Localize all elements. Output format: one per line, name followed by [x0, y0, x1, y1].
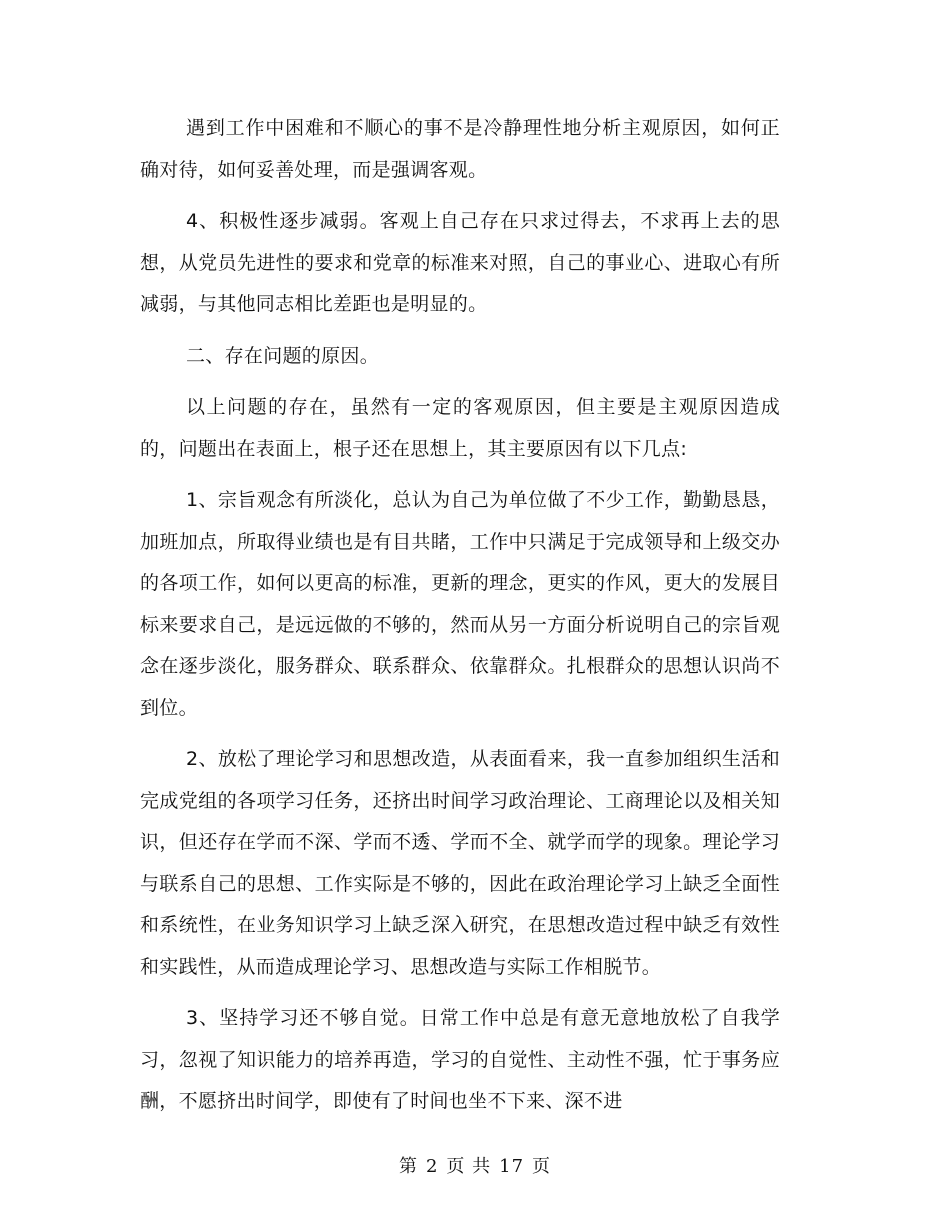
section-heading: 二、存在问题的原因。 [186, 344, 380, 367]
footer-page-number: 2 [425, 1156, 439, 1177]
paragraph: 遇到工作中困难和不顺心的事不是冷静理性地分析主观原因，如何正确对待，如何妥善处理，而是强调客观。 [140, 117, 780, 181]
paragraph: 4、积极性逐步减弱。客观上自己存在只求过得去，不求再上去的思想，从党员先进性的要求和党章的标准来对照，自己的事业心、进取心有所减弱，与其他同志相比差距也是明显的。 [140, 210, 780, 315]
footer-suffix: 页 [532, 1156, 552, 1177]
document-body [140, 108, 780, 1133]
footer-total-pages: 17 [499, 1156, 525, 1177]
paragraph: 1、宗旨观念有所淡化，总认为自己为单位做了不少工作，勤勤恳恳，加班加点，所取得业绩也是有目共睹，工作中只满足于完成领导和上级交办的各项工作，如何以更高的标准，更新的理念，更实的作风，更大的发展目标来要求自己，是远远做的不够的，然而从另一方面分析说明自己的宗旨观念在逐步淡化，服务群众、联系群众、依靠群众。扎根群众的思想认识尚不到位。 [140, 489, 780, 719]
paragraph: 以上问题的存在，虽然有一定的客观原因，但主要是主观原因造成的，问题出在表面上，根子还在思想上，其主要原因有以下几点: [140, 396, 780, 460]
paragraph: 2、放松了理论学习和思想改造，从表面看来，我一直参加组织生活和完成党组的各项学习任务，还挤出时间学习政治理论、工商理论以及相关知识，但还存在学而不深、学而不透、学而不全、就学而学的现象。理论学习与联系自己的思想、工作实际是不够的，因此在政治理论学习上缺乏全面性和系统性，在业务知识学习上缺乏深入研究，在思想改造过程中缺乏有效性和实践性，从而造成理论学习、思想改造与实际工作相脱节。 [140, 748, 780, 978]
paragraph: 3、坚持学习还不够自觉。日常工作中总是有意无意地放松了自我学习，忽视了知识能力的培养再造，学习的自觉性、主动性不强，忙于事务应酬，不愿挤出时间学，即使有了时间也坐不下来、深不进 [140, 1007, 780, 1112]
footer-middle: 页 共 [446, 1156, 492, 1177]
footer-prefix: 第 [398, 1156, 418, 1177]
page-footer [0, 1152, 950, 1178]
